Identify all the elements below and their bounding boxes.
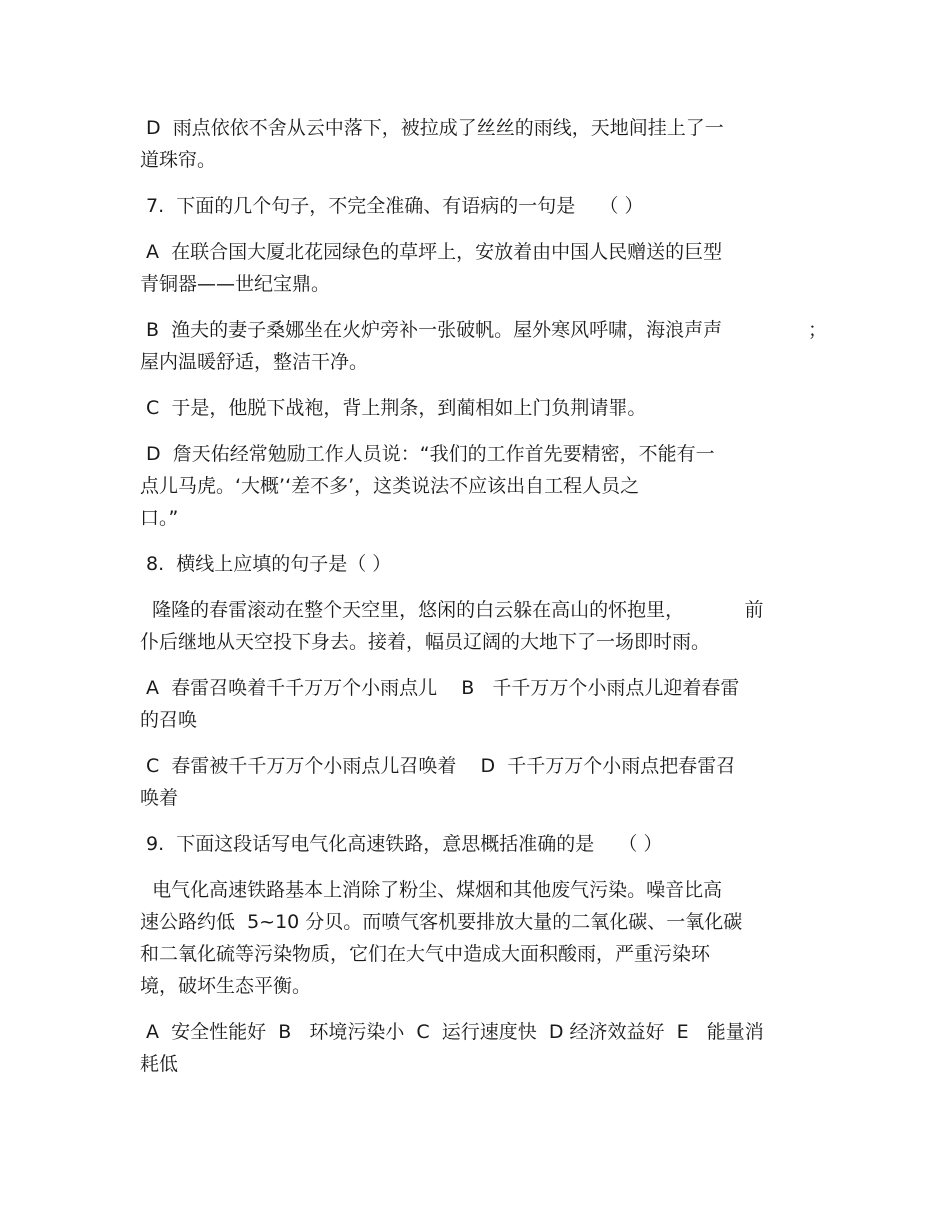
text-line: D 詹天佑经常勉励工作人员说：“我们的工作首先要精密，不能有一 <box>140 443 715 465</box>
text-line: 9. 下面这段话写电气化高速铁路，意思概括准确的是 （ ） <box>140 833 663 855</box>
text-line: 耗低 <box>140 1053 179 1075</box>
q9-passage <box>140 874 830 1002</box>
text-line: 电气化高速铁路基本上消除了粉尘、煤烟和其他废气污染。噪音比高 <box>140 879 723 901</box>
q8-options-cd <box>140 750 830 814</box>
text-line: 唤着 <box>140 787 179 809</box>
text-line: 隆隆的春雷滚动在整个天空里，悠闲的白云躲在高山的怀抱里， 前 <box>140 599 764 621</box>
document-page <box>140 112 830 1094</box>
q7-option-d <box>140 438 830 534</box>
q8-passage <box>140 594 830 658</box>
text-line: 7. 下面的几个句子，不完全准确、有语病的一句是 （ ） <box>140 195 644 217</box>
text-line: 的召唤 <box>140 709 198 731</box>
text-line: C 春雷被千千万万个小雨点儿召唤着 D 千千万万个小雨点把春雷召 <box>140 755 736 777</box>
text-line: A 安全性能好 B 环境污染小 C 运行速度快 D 经济效益好 E 能量消 <box>140 1021 764 1043</box>
q6-option-d <box>140 112 830 176</box>
q7-option-b <box>140 314 830 378</box>
q8-options-ab <box>140 672 830 736</box>
q7-option-a <box>140 236 830 300</box>
text-line: 道珠帘。 <box>140 149 217 171</box>
text-line: 青铜器——世纪宝鼎。 <box>140 273 331 295</box>
q8-question <box>140 548 830 580</box>
q7-option-c <box>140 392 830 424</box>
text-line: D 雨点依依不舍从云中落下，被拉成了丝丝的雨线，天地间挂上了一 <box>140 117 724 139</box>
text-line: 点儿马虎。‘大概’‘差不多’，这类说法不应该出自工程人员之 <box>140 475 640 497</box>
text-line: 仆后继地从天空投下身去。接着，幅员辽阔的大地下了一场即时雨。 <box>140 631 711 653</box>
text-line: C 于是，他脱下战袍，背上荆条，到蔺相如上门负荆请罪。 <box>140 397 647 419</box>
text-line: 境，破坏生态平衡。 <box>140 975 312 997</box>
q9-options <box>140 1016 830 1080</box>
text-line: B 渔夫的妻子桑娜坐在火炉旁补一张破帆。屋外寒风呼啸，海浪声声 <box>140 319 723 341</box>
trailing-punctuation: ； <box>808 319 828 341</box>
text-line: 屋内温暖舒适，整洁干净。 <box>140 351 369 373</box>
text-line: A 在联合国大厦北花园绿色的草坪上，安放着由中国人民赠送的巨型 <box>140 241 723 263</box>
text-line: 口。” <box>140 507 179 529</box>
text-line: 和二氧化硫等污染物质，它们在大气中造成大面积酸雨，严重污染环 <box>140 943 711 965</box>
text-line: 8. 横线上应填的句子是（ ） <box>140 553 392 575</box>
q9-question <box>140 828 830 860</box>
text-line: 速公路约低 5~10 分贝。而喷气客机要排放大量的二氧化碳、一氧化碳 <box>140 911 743 933</box>
text-line: A 春雷召唤着千千万万个小雨点儿 B 千千万万个小雨点儿迎着春雷 <box>140 677 740 699</box>
q7-question <box>140 190 830 222</box>
